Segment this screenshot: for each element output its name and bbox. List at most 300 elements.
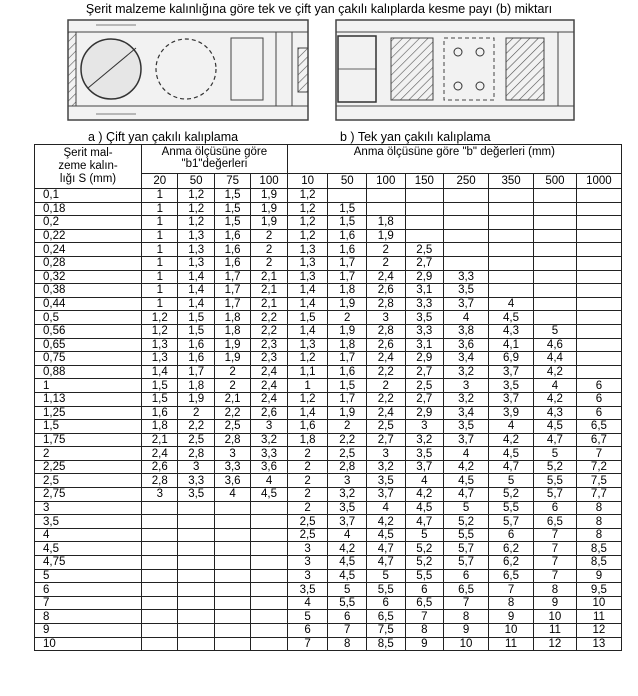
value-cell: 1,8	[287, 433, 328, 447]
value-cell: 2	[214, 365, 250, 379]
value-cell	[366, 202, 405, 216]
value-cell: 1,3	[178, 256, 214, 270]
thickness-cell: 3,5	[35, 515, 142, 529]
value-cell: 7,7	[576, 488, 621, 502]
value-cell: 2,5	[405, 243, 444, 257]
value-cell: 4,1	[489, 338, 534, 352]
value-cell: 5,2	[405, 556, 444, 570]
value-cell: 4,6	[534, 338, 577, 352]
value-cell: 1,7	[328, 392, 367, 406]
value-cell: 7	[576, 447, 621, 461]
value-cell: 6,5	[366, 610, 405, 624]
value-cell: 1,9	[328, 324, 367, 338]
value-cell	[405, 216, 444, 230]
value-cell: 9,5	[576, 583, 621, 597]
value-cell: 7	[328, 624, 367, 638]
value-cell: 3,7	[444, 433, 489, 447]
value-cell: 2,1	[214, 392, 250, 406]
value-cell	[328, 189, 367, 203]
value-cell: 1,5	[214, 202, 250, 216]
thickness-cell: 0,24	[35, 243, 142, 257]
value-cell: 1,3	[142, 352, 178, 366]
value-cell: 2,8	[328, 460, 367, 474]
value-cell: 3	[251, 420, 287, 434]
value-cell	[214, 556, 250, 570]
column-header-b: 500	[534, 174, 577, 189]
value-cell: 1,4	[178, 284, 214, 298]
value-cell: 4,2	[534, 392, 577, 406]
value-cell: 3	[328, 474, 367, 488]
value-cell	[214, 637, 250, 651]
group-a-line: "b1"değerleri	[181, 158, 248, 170]
thickness-cell: 0,1	[35, 189, 142, 203]
value-cell: 3,6	[444, 338, 489, 352]
table-row	[35, 379, 622, 393]
value-cell	[142, 610, 178, 624]
value-cell: 6,2	[489, 556, 534, 570]
value-cell	[142, 515, 178, 529]
thickness-cell: 1,13	[35, 392, 142, 406]
value-cell: 1,6	[142, 406, 178, 420]
value-cell: 2,8	[366, 324, 405, 338]
column-header-b: 50	[328, 174, 367, 189]
value-cell: 4,5	[489, 311, 534, 325]
value-cell: 1,5	[328, 202, 367, 216]
value-cell: 11	[489, 637, 534, 651]
value-cell: 2,8	[178, 447, 214, 461]
value-cell	[444, 189, 489, 203]
value-cell: 2	[251, 229, 287, 243]
thickness-cell: 2,5	[35, 474, 142, 488]
value-cell: 7,5	[576, 474, 621, 488]
value-cell: 2,2	[366, 392, 405, 406]
value-cell: 3,6	[251, 460, 287, 474]
value-cell: 10	[576, 596, 621, 610]
table-row	[35, 488, 622, 502]
value-cell: 2,2	[214, 406, 250, 420]
value-cell: 3,5	[287, 583, 328, 597]
value-cell: 1,5	[287, 311, 328, 325]
value-cell	[576, 243, 621, 257]
value-cell	[576, 297, 621, 311]
thickness-cell: 8	[35, 610, 142, 624]
value-cell: 1,3	[178, 229, 214, 243]
value-cell: 2	[287, 501, 328, 515]
value-cell	[251, 556, 287, 570]
value-cell	[405, 229, 444, 243]
value-cell	[142, 624, 178, 638]
value-cell: 4	[444, 311, 489, 325]
value-cell: 2,7	[405, 365, 444, 379]
table-row	[35, 406, 622, 420]
value-cell: 3,8	[444, 324, 489, 338]
value-cell: 4	[534, 379, 577, 393]
value-cell: 1,9	[251, 216, 287, 230]
value-cell: 3,2	[251, 433, 287, 447]
value-cell: 1,7	[328, 352, 367, 366]
value-cell: 1	[142, 216, 178, 230]
table-row	[35, 433, 622, 447]
value-cell: 6	[287, 624, 328, 638]
value-cell: 5,7	[489, 515, 534, 529]
value-cell: 8,5	[576, 556, 621, 570]
value-cell: 2	[287, 447, 328, 461]
value-cell: 3,1	[405, 338, 444, 352]
value-cell: 1,6	[178, 352, 214, 366]
table-row	[35, 637, 622, 651]
value-cell	[405, 189, 444, 203]
value-cell: 1,8	[328, 284, 367, 298]
row-header	[35, 145, 142, 189]
value-cell: 3,7	[489, 365, 534, 379]
table-row	[35, 583, 622, 597]
value-cell: 1,7	[214, 284, 250, 298]
thickness-cell: 0,44	[35, 297, 142, 311]
value-cell: 6	[405, 583, 444, 597]
column-header-b: 250	[444, 174, 489, 189]
value-cell: 12	[576, 624, 621, 638]
value-cell: 5	[534, 324, 577, 338]
value-cell: 4,5	[366, 528, 405, 542]
value-cell: 4,7	[489, 460, 534, 474]
value-cell: 10	[444, 637, 489, 651]
value-cell: 1,2	[287, 216, 328, 230]
value-cell: 3,2	[328, 488, 367, 502]
value-cell: 2,8	[366, 297, 405, 311]
value-cell: 4	[287, 596, 328, 610]
value-cell: 3,4	[444, 406, 489, 420]
value-cell	[142, 569, 178, 583]
value-cell	[534, 311, 577, 325]
value-cell: 1,5	[328, 379, 367, 393]
value-cell	[576, 202, 621, 216]
value-cell	[251, 596, 287, 610]
value-cell	[489, 229, 534, 243]
value-cell: 2,5	[405, 379, 444, 393]
value-cell: 4,2	[534, 365, 577, 379]
value-cell: 5,2	[489, 488, 534, 502]
value-cell: 3,7	[405, 460, 444, 474]
value-cell: 1,9	[251, 202, 287, 216]
value-cell	[444, 202, 489, 216]
table-row	[35, 365, 622, 379]
column-header-a: 100	[251, 174, 287, 189]
thickness-cell: 0,56	[35, 324, 142, 338]
table-row	[35, 542, 622, 556]
value-cell: 2,1	[142, 433, 178, 447]
value-cell: 4	[405, 474, 444, 488]
value-cell: 2,4	[251, 392, 287, 406]
value-cell: 4,5	[328, 556, 367, 570]
table-row	[35, 352, 622, 366]
thickness-cell: 2,75	[35, 488, 142, 502]
column-header-a: 75	[214, 174, 250, 189]
value-cell: 7	[534, 528, 577, 542]
value-cell	[534, 229, 577, 243]
value-cell: 3	[444, 379, 489, 393]
value-cell: 9	[489, 610, 534, 624]
value-cell: 1	[142, 256, 178, 270]
group-b-header: Anma ölçüsüne göre "b" değerleri (mm)	[287, 145, 621, 174]
value-cell: 2,9	[405, 352, 444, 366]
value-cell: 8	[576, 501, 621, 515]
value-cell: 1,8	[178, 379, 214, 393]
value-cell: 1,2	[142, 311, 178, 325]
value-cell: 1,2	[178, 189, 214, 203]
value-cell: 4,2	[405, 488, 444, 502]
value-cell: 4,5	[251, 488, 287, 502]
value-cell	[251, 515, 287, 529]
value-cell: 5	[534, 447, 577, 461]
value-cell: 4	[366, 501, 405, 515]
value-cell: 6,5	[444, 583, 489, 597]
value-cell: 8	[576, 515, 621, 529]
value-cell: 3,5	[444, 420, 489, 434]
value-cell: 5,5	[328, 596, 367, 610]
value-cell	[142, 556, 178, 570]
column-header-a: 50	[178, 174, 214, 189]
value-cell: 1,9	[328, 297, 367, 311]
value-cell: 2,5	[178, 433, 214, 447]
value-cell: 1,4	[142, 365, 178, 379]
value-cell	[214, 515, 250, 529]
value-cell	[534, 189, 577, 203]
value-cell	[178, 528, 214, 542]
value-cell	[489, 216, 534, 230]
value-cell: 3,5	[328, 501, 367, 515]
value-cell: 2	[328, 311, 367, 325]
value-cell	[142, 637, 178, 651]
value-cell: 4	[444, 447, 489, 461]
table-row	[35, 474, 622, 488]
value-cell: 2,3	[251, 352, 287, 366]
value-cell	[576, 352, 621, 366]
value-cell: 1,2	[287, 189, 328, 203]
thickness-cell: 0,38	[35, 284, 142, 298]
value-cell: 2	[287, 488, 328, 502]
value-cell: 1,6	[328, 243, 367, 257]
value-cell	[178, 556, 214, 570]
value-cell	[576, 338, 621, 352]
value-cell: 6	[576, 392, 621, 406]
value-cell: 2,4	[366, 406, 405, 420]
table-row	[35, 297, 622, 311]
table-row	[35, 189, 622, 203]
value-cell: 8	[534, 583, 577, 597]
value-cell: 2,7	[366, 433, 405, 447]
value-cell: 1,1	[287, 365, 328, 379]
value-cell	[214, 624, 250, 638]
thickness-cell: 4,5	[35, 542, 142, 556]
table-row	[35, 338, 622, 352]
value-cell: 1,4	[287, 284, 328, 298]
value-cell	[251, 583, 287, 597]
value-cell: 1,2	[287, 202, 328, 216]
value-cell: 8	[405, 624, 444, 638]
value-cell: 1,7	[328, 256, 367, 270]
value-cell	[251, 501, 287, 515]
value-cell: 5,5	[366, 583, 405, 597]
value-cell: 1,5	[214, 189, 250, 203]
value-cell: 1,2	[142, 324, 178, 338]
value-cell: 8	[444, 610, 489, 624]
table-row	[35, 447, 622, 461]
thickness-cell: 0,32	[35, 270, 142, 284]
value-cell: 1,4	[178, 297, 214, 311]
value-cell: 2,6	[142, 460, 178, 474]
value-cell	[214, 569, 250, 583]
table-row	[35, 324, 622, 338]
value-cell: 2	[287, 474, 328, 488]
value-cell: 4,7	[534, 433, 577, 447]
value-cell	[576, 324, 621, 338]
value-cell: 2,6	[366, 338, 405, 352]
value-cell	[534, 297, 577, 311]
value-cell: 3,2	[444, 392, 489, 406]
value-cell: 2,4	[366, 352, 405, 366]
value-cell: 1,4	[287, 406, 328, 420]
value-cell	[576, 311, 621, 325]
value-cell: 1,6	[328, 365, 367, 379]
value-cell: 6,5	[534, 515, 577, 529]
column-header-b: 350	[489, 174, 534, 189]
value-cell: 1,9	[214, 352, 250, 366]
value-cell: 1,9	[251, 189, 287, 203]
thickness-cell: 0,28	[35, 256, 142, 270]
value-cell: 3,2	[444, 365, 489, 379]
table-row	[35, 270, 622, 284]
value-cell: 6,5	[576, 420, 621, 434]
value-cell: 2,6	[251, 406, 287, 420]
value-cell: 2	[366, 256, 405, 270]
thickness-cell: 0,18	[35, 202, 142, 216]
value-cell	[489, 202, 534, 216]
value-cell: 4,3	[534, 406, 577, 420]
value-cell: 1,6	[214, 256, 250, 270]
thickness-cell: 2	[35, 447, 142, 461]
thickness-cell: 4	[35, 528, 142, 542]
value-cell	[214, 610, 250, 624]
value-cell: 1,4	[287, 297, 328, 311]
value-cell	[142, 501, 178, 515]
value-cell: 2,2	[178, 420, 214, 434]
thickness-cell: 0,22	[35, 229, 142, 243]
value-cell: 1,8	[214, 311, 250, 325]
value-cell: 2	[366, 379, 405, 393]
value-cell: 3,6	[214, 474, 250, 488]
value-cell: 5	[405, 528, 444, 542]
value-cell: 3,5	[405, 311, 444, 325]
value-cell: 6	[444, 569, 489, 583]
value-cell: 2	[251, 243, 287, 257]
value-cell: 6	[534, 501, 577, 515]
value-cell: 1,8	[214, 324, 250, 338]
table-row	[35, 460, 622, 474]
value-cell: 2,1	[251, 284, 287, 298]
value-cell: 9	[444, 624, 489, 638]
value-cell: 1	[142, 243, 178, 257]
value-cell: 1,3	[287, 270, 328, 284]
table-body	[35, 189, 622, 651]
value-cell: 3	[287, 569, 328, 583]
value-cell: 3	[142, 488, 178, 502]
value-cell	[251, 569, 287, 583]
value-cell: 3,9	[489, 406, 534, 420]
table-row	[35, 501, 622, 515]
value-cell	[214, 542, 250, 556]
value-cell	[576, 256, 621, 270]
value-cell	[178, 596, 214, 610]
value-cell: 2,5	[287, 528, 328, 542]
value-cell	[178, 610, 214, 624]
thickness-cell: 0,2	[35, 216, 142, 230]
value-cell	[534, 270, 577, 284]
value-cell: 4,5	[489, 447, 534, 461]
column-header-b: 10	[287, 174, 328, 189]
table-row	[35, 596, 622, 610]
table-row	[35, 311, 622, 325]
value-cell: 1,5	[178, 311, 214, 325]
value-cell: 5,2	[534, 460, 577, 474]
value-cell: 6,5	[489, 569, 534, 583]
table-row	[35, 256, 622, 270]
value-cell: 5,2	[405, 542, 444, 556]
value-cell	[576, 284, 621, 298]
value-cell	[444, 243, 489, 257]
value-cell	[142, 596, 178, 610]
value-cell: 2,5	[366, 420, 405, 434]
group-a-header	[142, 145, 288, 174]
table-row	[35, 610, 622, 624]
value-cell: 2	[214, 379, 250, 393]
value-cell: 5	[328, 583, 367, 597]
value-cell: 1	[142, 202, 178, 216]
value-cell	[178, 501, 214, 515]
value-cell: 2,4	[366, 270, 405, 284]
value-cell: 11	[576, 610, 621, 624]
value-cell: 2,5	[214, 420, 250, 434]
value-cell: 4,5	[444, 474, 489, 488]
value-cell: 10	[489, 624, 534, 638]
value-cell: 2,9	[405, 270, 444, 284]
value-cell: 1,9	[178, 392, 214, 406]
thickness-cell: 4,75	[35, 556, 142, 570]
thickness-cell: 1,5	[35, 420, 142, 434]
value-cell: 2,4	[251, 365, 287, 379]
value-cell: 2,8	[142, 474, 178, 488]
value-cell: 4,3	[489, 324, 534, 338]
value-cell: 5,2	[444, 515, 489, 529]
figure-b-caption: b ) Tek yan çakılı kalıplama	[340, 130, 491, 144]
value-cell: 1,5	[142, 379, 178, 393]
value-cell: 1,7	[328, 270, 367, 284]
value-cell: 1,6	[287, 420, 328, 434]
value-cell: 3,5	[444, 284, 489, 298]
value-cell: 1,4	[287, 324, 328, 338]
row-header-line: zeme kalın-	[58, 160, 118, 172]
value-cell: 1,7	[214, 270, 250, 284]
value-cell: 2,6	[366, 284, 405, 298]
value-cell: 2,3	[251, 338, 287, 352]
value-cell: 7	[444, 596, 489, 610]
thickness-cell: 3	[35, 501, 142, 515]
value-cell	[251, 542, 287, 556]
value-cell: 2,4	[142, 447, 178, 461]
value-cell: 4,7	[405, 515, 444, 529]
value-cell: 1,3	[178, 243, 214, 257]
value-cell: 9	[576, 569, 621, 583]
value-cell	[576, 270, 621, 284]
